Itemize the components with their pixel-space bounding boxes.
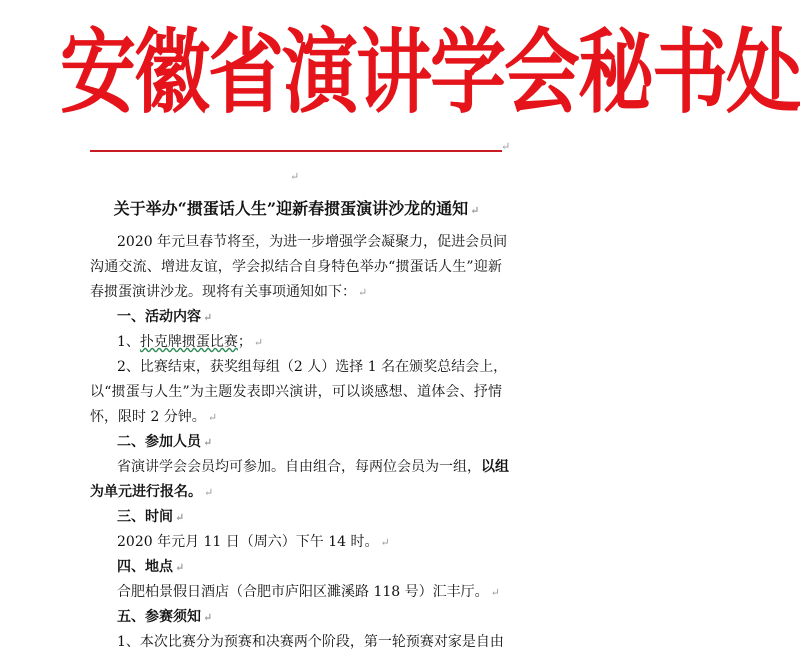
paragraph-mark-icon: ↵	[204, 486, 214, 499]
participants-text: 省演讲学会会员均可参加。自由组合，每两位会员为一组，以组	[117, 459, 509, 475]
paragraph-mark-icon: ↵	[203, 311, 213, 324]
intro-line-3: 春掼蛋演讲沙龙。现将有关事项通知如下： ↵	[90, 284, 368, 300]
intro-line-1: 2020 年元旦春节将至，为进一步增强学会凝聚力，促进会员间	[117, 234, 508, 250]
paragraph-mark-icon: ↵	[490, 586, 500, 599]
content-item: 2、比赛结束，获奖组每组（2 人）选择 1 名在颁奖总结会上，	[117, 359, 508, 375]
paragraph-mark-icon: ↵	[290, 170, 300, 183]
paragraph-mark-icon: ↵	[175, 511, 185, 524]
paragraph-mark-icon: ↵	[470, 204, 480, 217]
section-heading: 四、地点 ↵	[117, 559, 185, 575]
section-heading: 三、时间 ↵	[117, 509, 185, 525]
notice-title: 关于举办“掼蛋话人生”迎新春掼蛋演讲沙龙的通知 ↵	[113, 199, 480, 218]
time-text: 2020 年元月 11 日（周六）下午 14 时。 ↵	[117, 534, 390, 550]
location-text: 合肥柏景假日酒店（合肥市庐阳区濉溪路 118 号）汇丰厅。 ↵	[117, 584, 500, 600]
section-heading: 五、参赛须知 ↵	[117, 609, 213, 625]
letterhead-divider	[90, 150, 502, 152]
letterhead-title: 安徽省演讲学会秘书处	[60, 19, 800, 126]
paragraph-mark-icon: ↵	[175, 561, 185, 574]
intro-line-2: 沟通交流、增进友谊，学会拟结合自身特色举办“掼蛋话人生”迎新	[90, 259, 502, 275]
paragraph-mark-icon: ↵	[501, 140, 511, 153]
participants-text: 为单元进行报名。 ↵	[90, 484, 214, 500]
spellcheck-underlined-text: 扑克牌掼蛋比赛	[139, 334, 238, 350]
paragraph-mark-icon: ↵	[203, 611, 213, 624]
paragraph-mark-icon: ↵	[380, 536, 390, 549]
content-item: 1、本次比赛分为预赛和决赛两个阶段，第一轮预赛对家是自由	[117, 634, 504, 650]
paragraph-mark-icon: ↵	[203, 436, 213, 449]
section-heading: 二、参加人员 ↵	[117, 434, 213, 450]
paragraph-mark-icon: ↵	[207, 411, 218, 424]
content-item: 1、扑克牌掼蛋比赛； ↵	[117, 334, 264, 350]
paragraph-mark-icon: ↵	[253, 336, 264, 349]
content-item: 怀，限时 2 分钟。 ↵	[90, 409, 218, 425]
section-heading: 一、活动内容 ↵	[117, 309, 213, 325]
paragraph-mark-icon: ↵	[358, 286, 368, 299]
content-item: 以“掼蛋与人生”为主题发表即兴演讲，可以谈感想、道体会、抒情	[90, 384, 502, 400]
